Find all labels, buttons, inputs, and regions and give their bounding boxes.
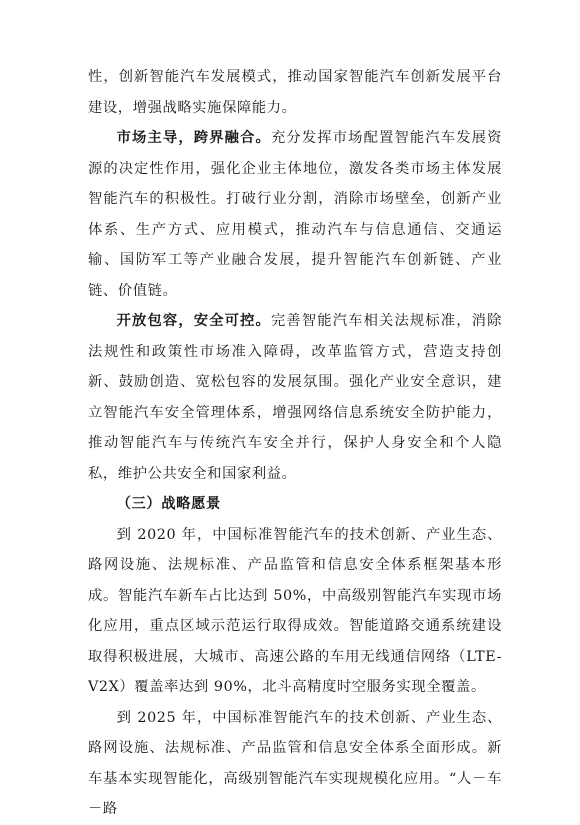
paragraph-lead-market-led: 市场主导，跨界融合。	[116, 130, 271, 146]
section-heading-strategic-vision: （三）战略愿景	[116, 496, 221, 512]
paragraph-market-led	[88, 123, 502, 306]
paragraph-2020-goals: 到 2020 年，中国标准智能汽车的技术创新、产业生态、路网设施、法规标准、产品监管和信息安全体系框架基本形成。智能汽车新车占比达到 50%，中高级别智能汽车实现市场化应用，重点区域示范运行取得成效。智能道路交通系统建设取得积极进展，大城市、高速公路的车用无线通信网络（LTE-V2X）覆盖率达到 90%，北斗高精度时空服务实现全覆盖。	[88, 526, 502, 695]
paragraph-lead-open-inclusive: 开放包容，安全可控。	[116, 313, 271, 329]
paragraph-open-inclusive	[88, 306, 502, 489]
paragraph-2025-goals: 到 2025 年，中国标准智能汽车的技术创新、产业生态、路网设施、法规标准、产品监管和信息安全体系全面形成。新车基本实现智能化，高级别智能汽车实现规模化应用。“人－车－路	[88, 709, 502, 817]
paragraph-body-open-inclusive: 完善智能汽车相关法规标准，消除法规性和政策性市场准入障碍，改革监管方式，营造支持创新、鼓励创造、宽松包容的发展氛围。强化产业安全意识，建立智能汽车安全管理体系，增强网络信息系统安全防护能力，推动智能汽车与传统汽车安全并行，保护人身安全和个人隐私，维护公共安全和国家利益。	[88, 313, 503, 482]
paragraph-continued: 性，创新智能汽车发展模式，推动国家智能汽车创新发展平台建设，增强战略实施保障能力。	[88, 69, 502, 116]
paragraph-body-market-led: 充分发挥市场配置智能汽车发展资源的决定性作用，强化企业主体地位，激发各类市场主体发展智能汽车的积极性。打破行业分割，消除市场壁垒，创新产业体系、生产方式、应用模式，推动汽车与信息通信、交通运输、国防军工等产业融合发展，提升智能汽车创新链、产业链、价值链。	[88, 130, 503, 299]
